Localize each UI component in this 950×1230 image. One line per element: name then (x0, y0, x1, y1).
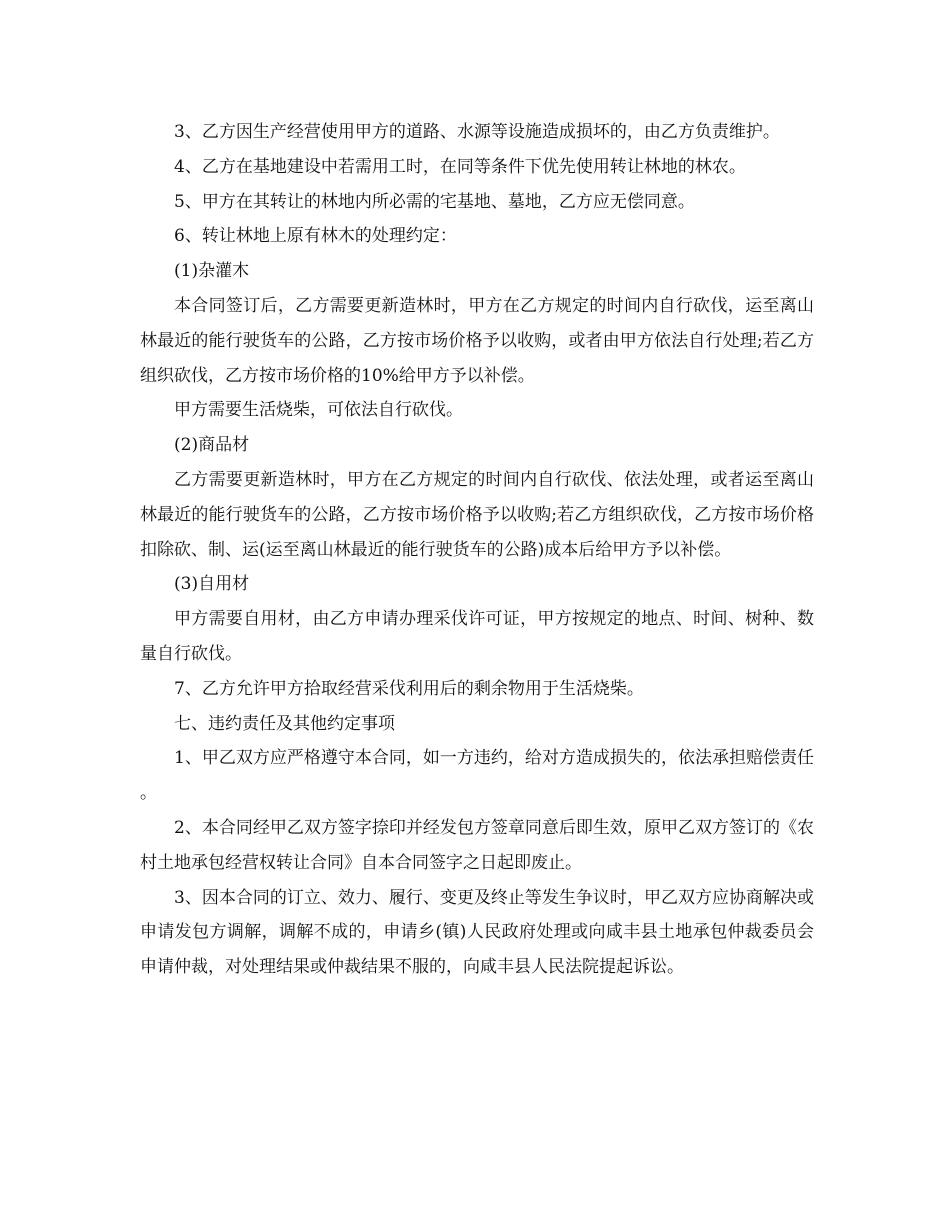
clause-3-maintenance: 3、乙方因生产经营使用甲方的道路、水源等设施造成损坏的，由乙方负责维护。 (174, 122, 780, 142)
breach-clause-1: 1、甲乙双方应严格遵守本合同，如一方违约，给对方造成损失的，依法承担赔偿责任。 (140, 748, 814, 804)
clause-4-labor: 4、乙方在基地建设中若需用工时，在同等条件下优先使用转让林地的林农。 (174, 156, 746, 177)
commercial-timber-paragraph: 乙方需要更新造林时，甲方在乙方规定的时间内自行砍伐、依法处理，或者运至离山林最近的能行驶货车的公路，乙方按市场价格予以收购;若乙方组织砍伐，乙方按市场价格扣除砍、制、运(运至离山林最近的能行驶货车的公路)成本后给甲方予以补偿。 (140, 469, 814, 560)
breach-clause-3: 3、因本合同的订立、效力、履行、变更及终止等发生争议时，甲乙双方应协商解决或申请发包方调解，调解不成的，申请乡(镇)人民政府处理或向咸丰县土地承包仲裁委员会申请仲裁，对处理结果或仲裁结果不服的，向咸丰县人民法院提起诉讼。 (140, 887, 814, 978)
subheading-shrubs: (1)杂灌木 (174, 261, 250, 282)
clause-6-heading: 6、转让林地上原有林木的处理约定： (174, 226, 457, 247)
clause-7-residue: 7、乙方允许甲方拾取经营采伐利用后的剩余物用于生活烧柴。 (174, 678, 644, 699)
breach-clause-2: 2、本合同经甲乙双方签字捺印并经发包方签章同意后即生效，原甲乙双方签订的《农村土地承包经营权转让合同》自本合同签字之日起即废止。 (140, 817, 814, 873)
shrubs-paragraph: 本合同签订后，乙方需要更新造林时，甲方在乙方规定的时间内自行砍伐，运至离山林最近的能行驶货车的公路，乙方按市场价格予以收购，或者由甲方依法自行处理;若乙方组织砍伐，乙方按市场价格的10%给甲方予以补偿。 (140, 295, 814, 386)
self-use-timber-paragraph: 甲方需要自用材，由乙方申请办理采伐许可证，甲方按规定的地点、时间、树种、数量自行砍伐。 (140, 609, 814, 664)
subheading-self-use-timber: (3)自用材 (174, 574, 250, 595)
subheading-commercial-timber: (2)商品材 (174, 435, 250, 456)
clause-5-homestead: 5、甲方在其转让的林地内所必需的宅基地、墓地，乙方应无偿同意。 (174, 191, 695, 212)
section-7-heading: 七、违约责任及其他约定事项 (174, 713, 395, 734)
document-body (140, 115, 814, 985)
firewood-paragraph: 甲方需要生活烧柴，可依法自行砍伐。 (174, 400, 463, 421)
